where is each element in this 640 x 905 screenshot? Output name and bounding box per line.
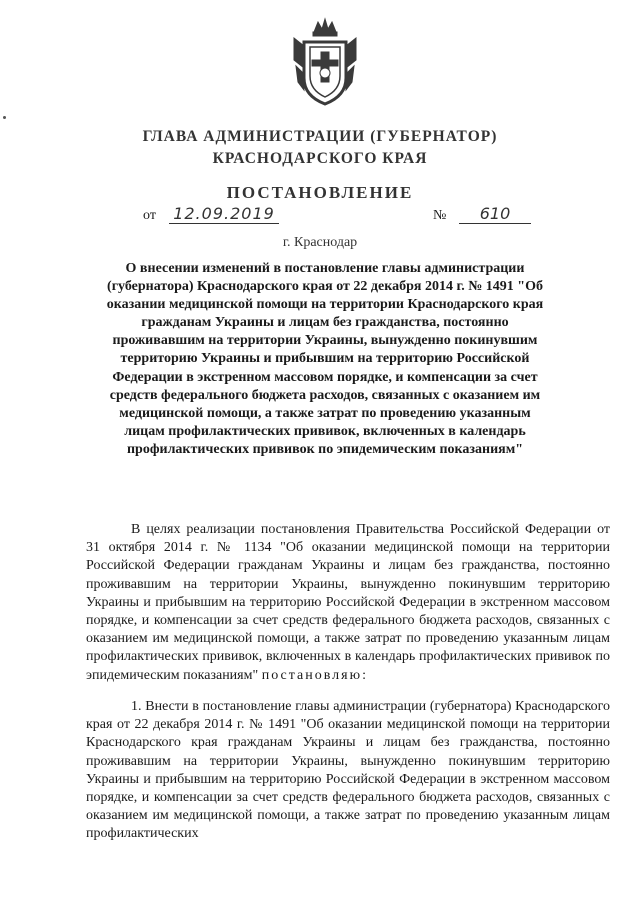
authority-line-2: КРАСНОДАРСКОГО КРАЯ <box>212 150 428 167</box>
resolution-word: постановляю: <box>261 667 368 683</box>
body-paragraph-1 <box>86 521 610 685</box>
date-prefix-label: от <box>143 208 156 223</box>
body-paragraph-2: 1. Внести в постановление главы администрации (губернатора) Краснодарского края от 22 декабря 2014 г. № 1491 "Об оказании медицинской помощи на территории Краснодарского края гражданам Украины и лицам без гражданства, постоянно проживавшим на территории Украины, вынужденно покинувшим территорию Украины и прибывшим на территорию Российской Федерации в экстренном массовом порядке, и компенсации за счет средств федерального бюджета расходов, связанных с оказанием им медицинской помощи, а также затрат по проведению указанным лицам профилактических <box>86 699 610 842</box>
date-value: 12.09.2019 <box>169 204 279 224</box>
coat-of-arms-emblem <box>290 16 360 108</box>
document-title: О внесении изменений в постановление главы администрации (губернатора) Краснодарского края от 22 декабря 2014 г. № 1491 "Об оказании медицинской помощи на территории Краснодарского края гражданам Украины и лицам без гражданства, постоянно проживавшим на территории Украины, вынужденно покинувшим территорию Украины и прибывшим на территорию Российской Федерации в экстренном массовом порядке, и компенсации за счет средств федерального бюджета расходов, связанных с оказанием им медицинской помощи, а также затрат по проведению указанным лицам профилактических прививок, включенных в календарь профилактических прививок по эпидемическим показаниям" <box>106 261 544 457</box>
authority-line-1: ГЛАВА АДМИНИСТРАЦИИ (ГУБЕРНАТОР) <box>142 128 498 145</box>
number-value: 610 <box>459 204 531 224</box>
number-prefix-label: № <box>433 208 447 223</box>
document-type-heading: ПОСТАНОВЛЕНИЕ <box>226 183 414 202</box>
paragraph-1-text: В целях реализации постановления Правительства Российской Федерации от 31 октября 2014 г. № 1134 "Об оказании медицинской помощи на территории Российской Федерации гражданам Украины и лицам без гражданства, постоянно проживавшим на территории Украины, вынужденно покинувшим территорию Украины и прибывшим на территорию Российской Федерации в экстренном массовом порядке, и компенсации за счет средств федерального бюджета расходов, связанных с оказанием им медицинской помощи, а также затрат по проведению указанным лицам профилактических прививок, включенных в календарь профилактических прививок по эпидемическим показаниям" <box>86 522 610 683</box>
scan-dot <box>3 116 6 119</box>
city-label: г. Краснодар <box>282 235 358 250</box>
